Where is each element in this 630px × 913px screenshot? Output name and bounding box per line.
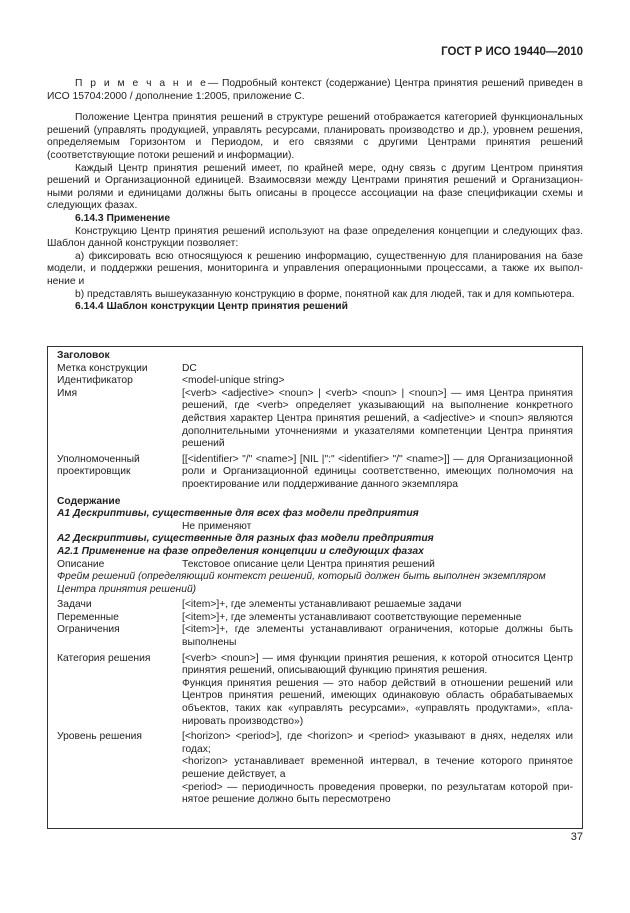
- paragraph: а) фиксировать всю относящуюся к решению информацию, существенную для планирования на базе модели, и поддержки решения, мониторинга и управления операционными процессами, а также их выполнение и: [47, 250, 583, 287]
- paragraph: b) представлять вышеуказанную конструкцию в форме, понятной как для людей, так и для компьютера.: [75, 288, 575, 300]
- content-heading: Содержание: [57, 495, 121, 507]
- row-value-part: Функция принятия решения — это набор действий в отношении решений или Центров принятия решений, имеющих одинаковую область обрабатываемых объектов, таких как «управлять ресурсами», «управлять продуктами», «планировать производство»): [182, 677, 573, 727]
- row-value: [<item>]+, где элементы устанавливают соответствующие переменные: [182, 611, 522, 623]
- paragraph: Конструкцию Центр принятия решений используют на фазе определения концепции и следующих фаз. Шаблон данной конструкции позволяет:: [47, 225, 583, 250]
- table-row: [57, 559, 573, 572]
- note-line-1: [47, 78, 583, 91]
- row-value-part: [<horizon> <period>], где <horizon> и <period> указывают в днях, неделях или годах;: [182, 731, 573, 755]
- paragraph: Положение Центра принятия решений в структуре решений отображается категорией функциональных решений (управлять продукцией, управлять ресурсами, планировать производство и др.), уровнем решения, определяемым Горизонтом и Периодом, и его связями с другими Центрами принятия решений (соответствующие потоки решений и информации).: [47, 112, 583, 161]
- table-row: [57, 363, 573, 376]
- frame-heading: Фрейм решений (определяющий контекст решений, который должен быть выполнен экземпляром Центра принятия решений): [57, 571, 546, 595]
- row-key: Задачи: [57, 599, 92, 611]
- row-value: [182, 653, 573, 729]
- row-key: Уровень решения: [57, 731, 142, 743]
- row-key: Идентификатор: [57, 375, 133, 387]
- table-heading: Заголовок: [57, 350, 110, 361]
- subsection-a2: А2 Дескриптивы, существенные для разных фаз модели предприятия: [57, 533, 434, 545]
- page-number: 37: [570, 831, 583, 843]
- paragraph: Каждый Центр принятия решений имеет, по крайней мере, одну связь с другим Центром принятия решений и Организационной единицей. Взаимосвязи между Центрами принятия решений и Организационными ролями и единицами должны быть описаны в процессе ассоциации на фазе спецификации схемы и следующих фазах.: [47, 162, 583, 212]
- row-key: Уполномоченный проектировщик: [57, 453, 140, 478]
- table-row: [57, 612, 573, 625]
- row-value: [<item>]+, где элементы устанавливают решаемые задачи: [182, 599, 462, 611]
- table-row: [57, 388, 573, 451]
- row-key: Переменные: [57, 611, 119, 623]
- not-applicable: Не применяют: [182, 520, 252, 532]
- table-row: [57, 454, 573, 492]
- note: [47, 78, 583, 103]
- section-heading: 6.14.4 Шаблон конструкции Центр принятия решений: [75, 301, 348, 313]
- row-value: DC: [182, 362, 197, 374]
- table-row: [57, 731, 573, 807]
- table-row: [57, 653, 573, 729]
- row-value-part: <horizon> устанавливает временной интервал, в течение которого принятое решение действует, а: [182, 756, 573, 780]
- row-key: Имя: [57, 387, 78, 399]
- row-value: Текстовое описание цели Центра принятия решений: [182, 558, 435, 570]
- row-value: [<verb> <adjective> <noun> | <verb> <noun> | <noun>] — имя Центра принятия решений, где <verb> определяет указывающий на выполнение конкретного действия характер Центра принятия решений, а <adjective> и <noun> являются дополнительными уточнениями и указателями компетенции Центра принятия решений: [182, 387, 573, 450]
- row-value: [<item>]+, где элементы устанавливают ограничения, которые должны быть выполнены: [182, 624, 573, 649]
- row-value: <model-unique string>: [182, 375, 285, 387]
- note-line-2: ИСО 15704:2000 / дополнение 1:2005, приложение С.: [47, 90, 305, 102]
- table-row: [57, 624, 573, 649]
- note-label: П р и м е ч а н и е: [75, 78, 208, 89]
- template-table: [47, 346, 583, 829]
- row-key: Метка конструкции: [57, 362, 148, 374]
- subsection-a21: А2.1 Применение на фазе определения концепции и следующих фазах: [57, 545, 424, 557]
- row-key: Категория решения: [57, 652, 151, 664]
- note-text: — Подробный контекст (содержание) Центра принятия решений приведен в: [207, 78, 583, 89]
- table-row: [57, 599, 573, 612]
- row-value: [[<identifier> "/" <name>] [NIL |":" <identifier> "/" <name>]] — для Организационной роли и Организационной единицы соответственно, имеющих полномочия на проектирование или поддерживание данного экземпляра: [182, 453, 573, 490]
- row-key: Описание: [57, 558, 105, 570]
- row-value-part: <period> — периодичность проведения проверки, по результатам которой принятое решение должно быть пересмотрено: [182, 781, 573, 806]
- row-value-part: [<verb> <noun>] — имя функции принятия решения, к которой относится Центр принятия решений, описывающий функцию принятия решения.: [182, 652, 573, 677]
- document-header: ГОСТ Р ИСО 19440—2010: [441, 46, 583, 58]
- row-value: [182, 731, 573, 807]
- section-heading: 6.14.3 Применение: [75, 212, 171, 224]
- row-key: Ограничения: [57, 624, 120, 636]
- subsection-a1: А1 Дескриптивы, существенные для всех фаз модели предприятия: [57, 508, 419, 520]
- body-text: [47, 78, 583, 314]
- table-row: [57, 375, 573, 388]
